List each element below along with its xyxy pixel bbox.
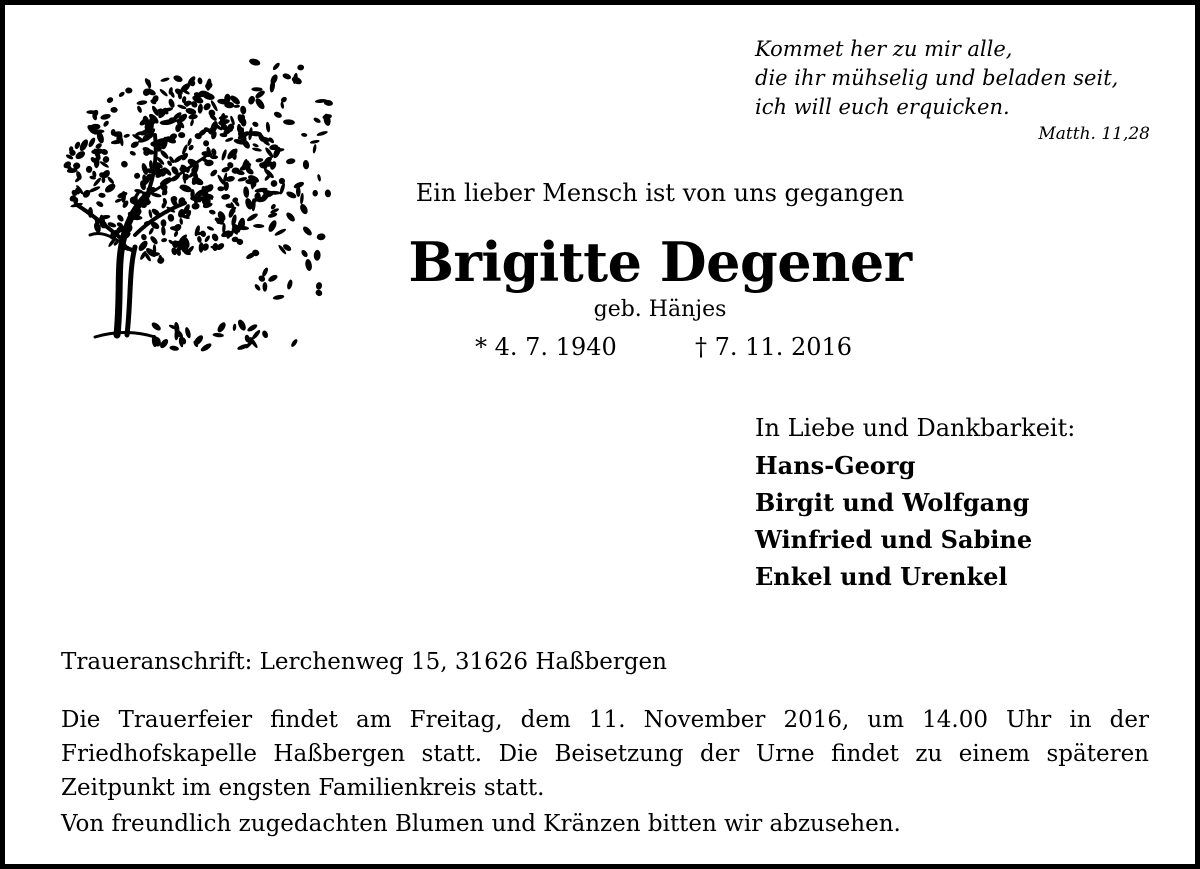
verse-line: ich will euch erquicken. <box>755 95 1010 119</box>
flowers-note: Von freundlich zugedachten Blumen und Kränzen bitten wir abzusehen. <box>61 811 901 837</box>
intro-line: Ein lieber Mensch ist von uns gegangen <box>415 179 905 207</box>
bible-verse <box>755 35 1150 122</box>
verse-reference: Matth. 11,28 <box>1038 124 1150 144</box>
verse-line: die ihr mühselig und beladen seit, <box>755 66 1119 90</box>
ceremony-details: Die Trauerfeier findet am Freitag, dem 11. November 2016, um 14.00 Uhr in der Friedhofskapelle Haßbergen statt. Die Beisetzung der Urne findet zu einem späteren Zeitpunkt im engsten Familienkreis statt. <box>61 707 1149 801</box>
deceased-name: Brigitte Degener <box>408 230 912 294</box>
mourners-block <box>755 410 1155 595</box>
mourner-name: Winfried und Sabine <box>755 525 1033 554</box>
mourner-name: Birgit und Wolfgang <box>755 488 1030 517</box>
mourning-address: Traueranschrift: Lerchenweg 15, 31626 Haßbergen <box>61 649 667 675</box>
mourners-intro: In Liebe und Dankbarkeit: <box>755 414 1076 442</box>
verse-line: Kommet her zu mir alle, <box>755 37 1013 61</box>
windblown-tree-icon <box>55 35 335 365</box>
mourner-name: Enkel und Urenkel <box>755 562 1008 591</box>
death-date: † 7. 11. 2016 <box>695 333 853 361</box>
mourner-name: Hans-Georg <box>755 451 916 480</box>
maiden-name: geb. Hänjes <box>593 297 727 322</box>
birth-date: * 4. 7. 1940 <box>475 333 617 361</box>
